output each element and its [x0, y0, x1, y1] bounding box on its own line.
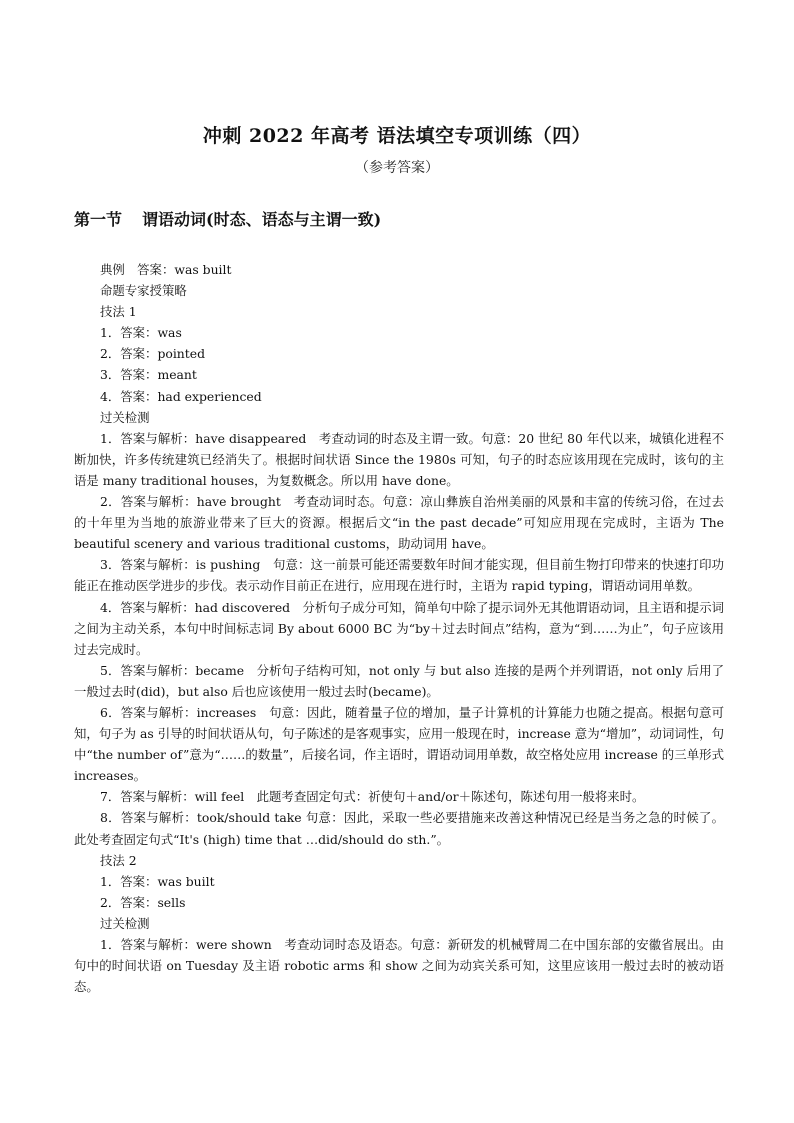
- example-answer: 典例 答案：was built: [100, 262, 232, 277]
- answer-line: 2．答案：sells: [100, 894, 186, 910]
- document-subtitle: （参考答案）: [355, 160, 439, 176]
- explanation-paragraph: 5．答案与解析：became 分析句子结构可知，not only 与 but also 连接的是两个并列谓语，not only 后用了一般过去时(did)，but also 后也应该使用一般过去时(became)。: [74, 662, 724, 699]
- answer-line: 1．答案：was built: [100, 873, 215, 889]
- checkpoint-heading: 过关检测: [100, 915, 150, 931]
- strategy-heading: 命题专家授策略: [100, 283, 187, 299]
- answer-line: 4．答案：had experienced: [100, 388, 262, 404]
- answer-line: 2．答案：pointed: [100, 346, 206, 362]
- answer-line: 3．答案：meant: [100, 367, 197, 383]
- section-title: 谓语动词(时态、语态与主谓一致): [142, 210, 382, 229]
- explanation-paragraph: 6．答案与解析：increases 句意：因此，随着量子位的增加，量子计算机的计算能力也随之提高。根据句意可知，句子为 as 引导的时间状语从句，句子陈述的是客观事实，应用一般现在时，increase 意为“增加”，动词词性，句中“the number of”意为“……的数量”，后接名词，作主语时，谓语动词用单数，故空格处应用 increase 的三单形式 increases。: [74, 704, 724, 784]
- explanation-paragraph: 1．答案与解析：were shown 考查动词时态及语态。句意：新研发的机械臂周二在中国东部的安徽省展出。由句中的时间状语 on Tuesday 及主语 robotic arms 和 show 之间为动宾关系可知，这里应该用一般过去时的被动语态。: [74, 937, 724, 995]
- document-body: [74, 259, 724, 997]
- explanation-paragraph: 7．答案与解析：will feel 此题考查固定句式：祈使句＋and/or＋陈述句，陈述句用一般将来时。: [100, 789, 645, 805]
- section-heading: [74, 207, 381, 230]
- explanation-paragraph: 4．答案与解析：had discovered 分析句子成分可知，简单句中除了提示词外无其他谓语动词，且主语和提示词之间为主动关系，本句中时间标志词 By about 6000 BC 为“by＋过去时间点”结构，意为“到……为止”，句子应该用过去完成时。: [74, 599, 724, 657]
- checkpoint-heading: 过关检测: [100, 409, 150, 425]
- technique-heading: 技法 1: [100, 304, 137, 320]
- explanation-paragraph: 1．答案与解析：have disappeared 考查动词的时态及主谓一致。句意：20 世纪 80 年代以来，城镇化进程不断加快，许多传统建筑已经消失了。根据时间状语 Since the 1980s 可知，句子的时态应该用现在完成时，该句的主语是 many traditional houses，为复数概念。所以用 have done。: [74, 430, 724, 488]
- explanation-paragraph: 8．答案与解析：took/should take 句意：因此，采取一些必要措施来改善这种情况已经是当务之急的时候了。此处考查固定句式“It's (high) time that …did/should do sth.”。: [74, 810, 724, 847]
- answer-line: 1．答案：was: [100, 325, 182, 341]
- technique-heading: 技法 2: [100, 852, 137, 868]
- explanation-paragraph: 2．答案与解析：have brought 考查动词时态。句意：凉山彝族自治州美丽的风景和丰富的传统习俗，在过去的十年里为当地的旅游业带来了巨大的资源。根据后文“in the past decade”可知应用现在完成时，主语为 The beautiful scenery and various traditional customs，助动词用 have。: [74, 494, 724, 552]
- explanation-paragraph: 3．答案与解析：is pushing 句意：这一前景可能还需要数年时间才能实现，但目前生物打印带来的快速打印功能正在推动医学进步的步伐。表示动作目前正在进行，应用现在进行时，主语为 rapid typing，谓语动词用单数。: [74, 557, 724, 594]
- section-number: 第一节: [74, 210, 123, 229]
- document-title: 冲刺 2022 年高考 语法填空专项训练（四）: [202, 125, 592, 147]
